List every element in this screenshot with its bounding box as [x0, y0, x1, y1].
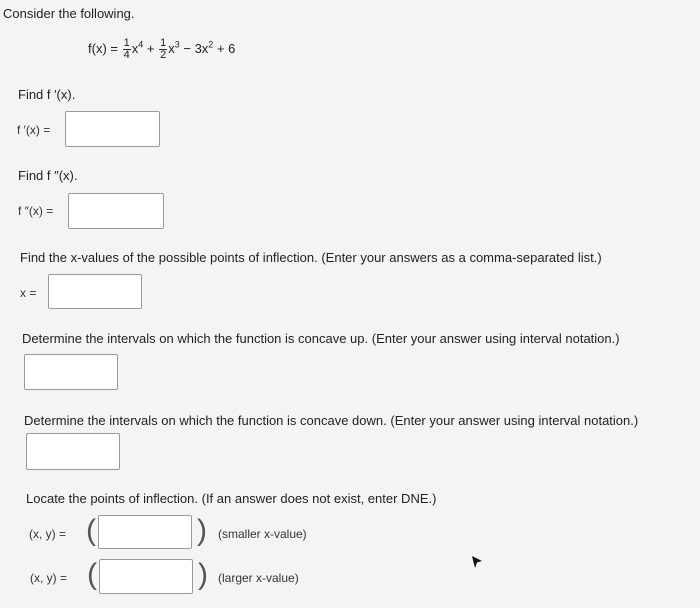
fraction-one-quarter: $\frac{1}{4}$: [123, 37, 130, 61]
function-definition: f(x) = $\frac{1}{4}$ $x^4$ + $\frac{1}{2}$ $x^3 - 3x^2 + 6$: [88, 37, 236, 61]
concave-down-input[interactable]: [26, 433, 120, 470]
q1-prompt: Find f ′(x).: [18, 87, 76, 102]
point-2-open-paren: (: [87, 558, 97, 591]
f-prime-input[interactable]: [65, 111, 160, 147]
q3-prompt: Find the x-values of the possible points of inflection. (Enter your answers as a comma-separated list.): [20, 250, 602, 265]
mouse-pointer-icon: [470, 555, 484, 571]
f-double-prime-input[interactable]: [68, 193, 164, 229]
inflection-x-values-input[interactable]: [48, 274, 142, 309]
q4-prompt: Determine the intervals on which the function is concave up. (Enter your answer using interval notation.): [22, 331, 620, 346]
q6-prompt: Locate the points of inflection. (If an answer does not exist, enter DNE.): [26, 491, 437, 506]
point-1-open-paren: (: [86, 514, 96, 547]
point-2-close-paren: ): [198, 558, 208, 591]
q1-label: f ′(x) =: [17, 123, 51, 137]
point-1-close-paren: ): [197, 514, 207, 547]
point-2-input[interactable]: [99, 559, 193, 594]
point-2-note: (larger x-value): [218, 571, 299, 585]
intro-text: Consider the following.: [3, 6, 135, 21]
q5-prompt: Determine the intervals on which the function is concave down. (Enter your answer using interval notation.): [24, 413, 639, 428]
function-lhs: f(x) =: [88, 40, 118, 56]
q2-label: f ″(x) =: [18, 204, 54, 218]
q3-label: x =: [20, 286, 37, 300]
point-1-note: (smaller x-value): [218, 527, 307, 541]
concave-up-input[interactable]: [24, 354, 118, 390]
point-1-input[interactable]: [98, 515, 192, 549]
point-2-label: (x, y) =: [30, 571, 68, 585]
fraction-one-half: $\frac{1}{2}$: [160, 37, 167, 61]
point-1-label: (x, y) =: [29, 527, 67, 541]
q2-prompt: Find f ″(x).: [18, 168, 78, 183]
